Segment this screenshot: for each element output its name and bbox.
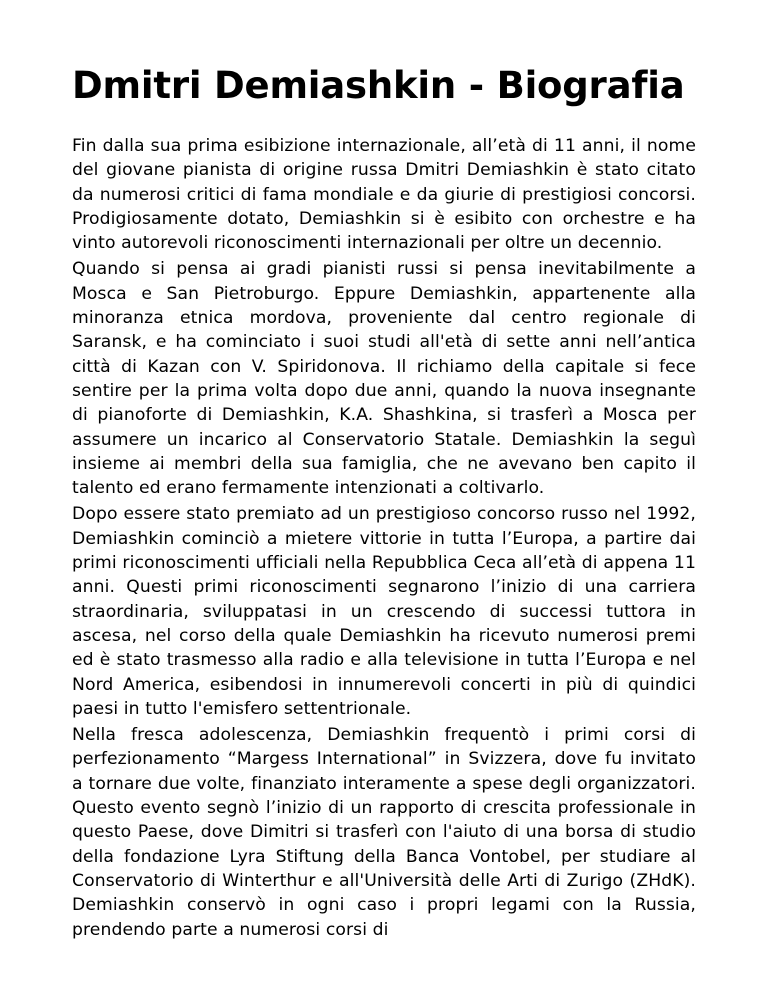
paragraph-1: Fin dalla sua prima esibizione internazionale, all’età di 11 anni, il nome del giovane pianista di origine russa Dmitri Demiashkin è stato citato da numerosi critici di fama mondiale e da giurie di prestigiosi concorsi. Prodigiosamente dotato, Demiashkin si è esibito con orchestre e ha vinto autorevoli riconoscimenti internazionali per oltre un decennio.: [72, 136, 696, 254]
paragraph-2: Quando si pensa ai gradi pianisti russi si pensa inevitabilmente a Mosca e San Pietroburgo. Eppure Demiashkin, appartenente alla minoranza etnica mordova, proveniente dal centro regionale di Saransk, e ha cominciato i suoi studi all'età di sette anni nell’antica città di Kazan con V. Spiridonova. Il richiamo della capitale si fece sentire per la prima volta dopo due anni, quando la nuova insegnante di pianoforte di Demiashkin, K.A. Shashkina, si trasferì a Mosca per assumere un incarico al Conservatorio Statale. Demiashkin la seguì insieme ai membri della sua famiglia, che ne avevano ben capito il talento ed erano fermamente intenzionati a coltivarlo.: [72, 259, 696, 499]
paragraph-3: Dopo essere stato premiato ad un prestigioso concorso russo nel 1992, Demiashkin cominciò a mietere vittorie in tutta l’Europa, a partire dai primi riconoscimenti ufficiali nella Repubblica Ceca all’età di appena 11 anni. Questi primi riconoscimenti segnarono l’inizio di una carriera straordinaria, sviluppatasi in un crescendo di successi tuttora in ascesa, nel corso della quale Demiashkin ha ricevuto numerosi premi ed è stato trasmesso alla radio e alla televisione in tutta l’Europa e nel Nord America, esibendosi in innumerevoli concerti in più di quindici paesi in tutto l'emisfero settentrionale.: [72, 504, 696, 719]
paragraph-4: Nella fresca adolescenza, Demiashkin frequentò i primi corsi di perfezionamento “Margess International” in Svizzera, dove fu invitato a tornare due volte, finanziato interamente a spese degli organizzatori. Questo evento segnò l’inizio di un rapporto di crescita professionale in questo Paese, dove Dimitri si trasferì con l'aiuto di una borsa di studio della fondazione Lyra Stiftung della Banca Vontobel, per studiare al Conservatorio di Winterthur e all'Università delle Arti di Zurigo (ZHdK). Demiashkin conservò in ogni caso i propri legami con la Russia, prendendo parte a numerosi corsi di: [72, 725, 696, 940]
document-title: Dmitri Demiashkin - Biografia: [72, 64, 685, 107]
document-page: [72, 62, 696, 944]
